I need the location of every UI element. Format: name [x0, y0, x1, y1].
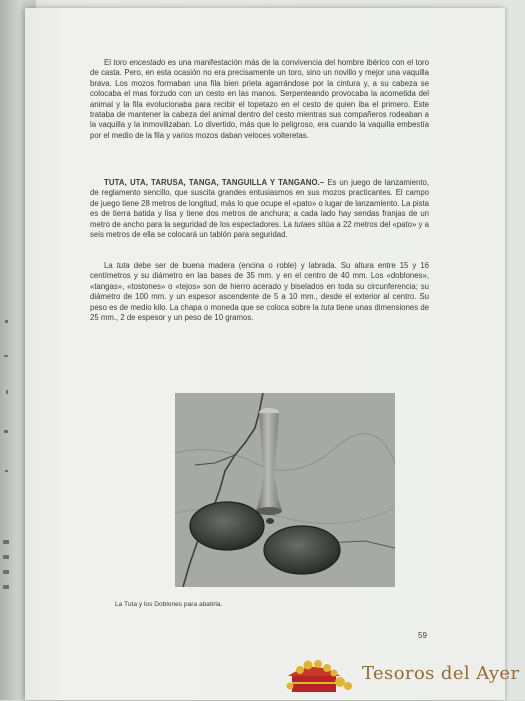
paragraph-3-text-a: debe ser de buena madera (encina o roble) y labrada. Su altura entre 15 y 16 centímetros y su diámetro en las bases de 35 mm. y en el centro de 40 mm. Los «doblones», «tangas», «tostones» o «tejos» son de hierro acerado y biselados en toda su circunferencia; su diámetro de 100 mm. y un espesor ascendente de 5 a 10 mm., desde el exterior al centro. Su peso es de medio kilo. La chapa o moneda que se coloca sobre la: [90, 261, 429, 312]
paragraph-tuta-intro: [90, 178, 429, 240]
tuta-photo-illustration: [175, 393, 395, 587]
paragraph-3-term: tuta: [116, 261, 130, 270]
paragraph-1-term: toro encestado: [113, 58, 166, 67]
paragraph-2-term: tutaes: [294, 219, 316, 229]
paragraph-3-term-2: tuta: [321, 302, 335, 312]
paragraph-3-text-before: La: [104, 261, 117, 270]
paragraph-2-body: [90, 178, 429, 240]
treasure-chest-logo-icon: [278, 652, 362, 696]
page-number: 59: [418, 631, 427, 640]
paragraph-toro-encestado: [90, 58, 429, 141]
paragraph-2-text-b: sitúa a 22 metros del «pato» y a seis metros de ella se colocará un tablón para seguridad.: [90, 219, 430, 240]
photo-caption: La Tuta y los Doblones para abatirla.: [115, 601, 223, 608]
paragraph-1-text: es una manifestación más de la convivencia del hombre ibérico con el toro de casta. Pero, en esta ocasión no era precisamente un toro, sino un novillo y mejor una vaquilla brava. Los mozos formaban una fila bien prieta agarrándose por la cintura y, a su cabeza se colocaba el mas forzudo con un cesto en las manos. Serpenteando provocaba la acometida del animal y la fila evolucionaba para recibir el topetazo en el cesto de quien iba el primero. Este trataba de mantener la cabeza del animal dentro del cesto mientras sus compañeros rodeaban a la vaquilla y la inmovilizaban. Lo divertido, más que lo peligroso, era cuando la vaquilla embestía por el medio de la fila y varios mozos daban veloces volteretas.: [90, 58, 429, 140]
paragraph-2-text-a: Es un juego de lanzamiento, de reglamento sencillo, que suscita grandes entusiasmos en sus mozos practicantes. El campo de juego tiene 28 metros de longitud, más lo que ocupe el «pato» o lugar de lanzamiento. La pista es de tierra batida y lisa y tiene dos metros de anchura; a cada lado hay sendas franjas de un metro de ancho para la seguridad de los espectadores. La: [90, 178, 429, 229]
tuta-photo: [175, 393, 395, 587]
paragraph-1-text-before: El: [104, 58, 114, 67]
paragraph-3-text-b: tiene unas dimensiones de 25 mm., 2 de espesor y un peso de 10 gramos.: [90, 302, 429, 323]
tesoros-del-ayer-watermark: [278, 652, 518, 696]
paragraph-1-body: [90, 58, 429, 141]
section-heading: TUTA, UTA, TARUSA, TANGA, TANGUILLA Y TANGANO.–: [104, 178, 325, 187]
paragraph-tuta-description: [90, 261, 429, 323]
page-edge-marks: [0, 300, 14, 600]
watermark-text: Tesoros del Ayer: [362, 663, 520, 684]
paragraph-3-body: [90, 261, 429, 323]
book-page: [25, 8, 505, 700]
